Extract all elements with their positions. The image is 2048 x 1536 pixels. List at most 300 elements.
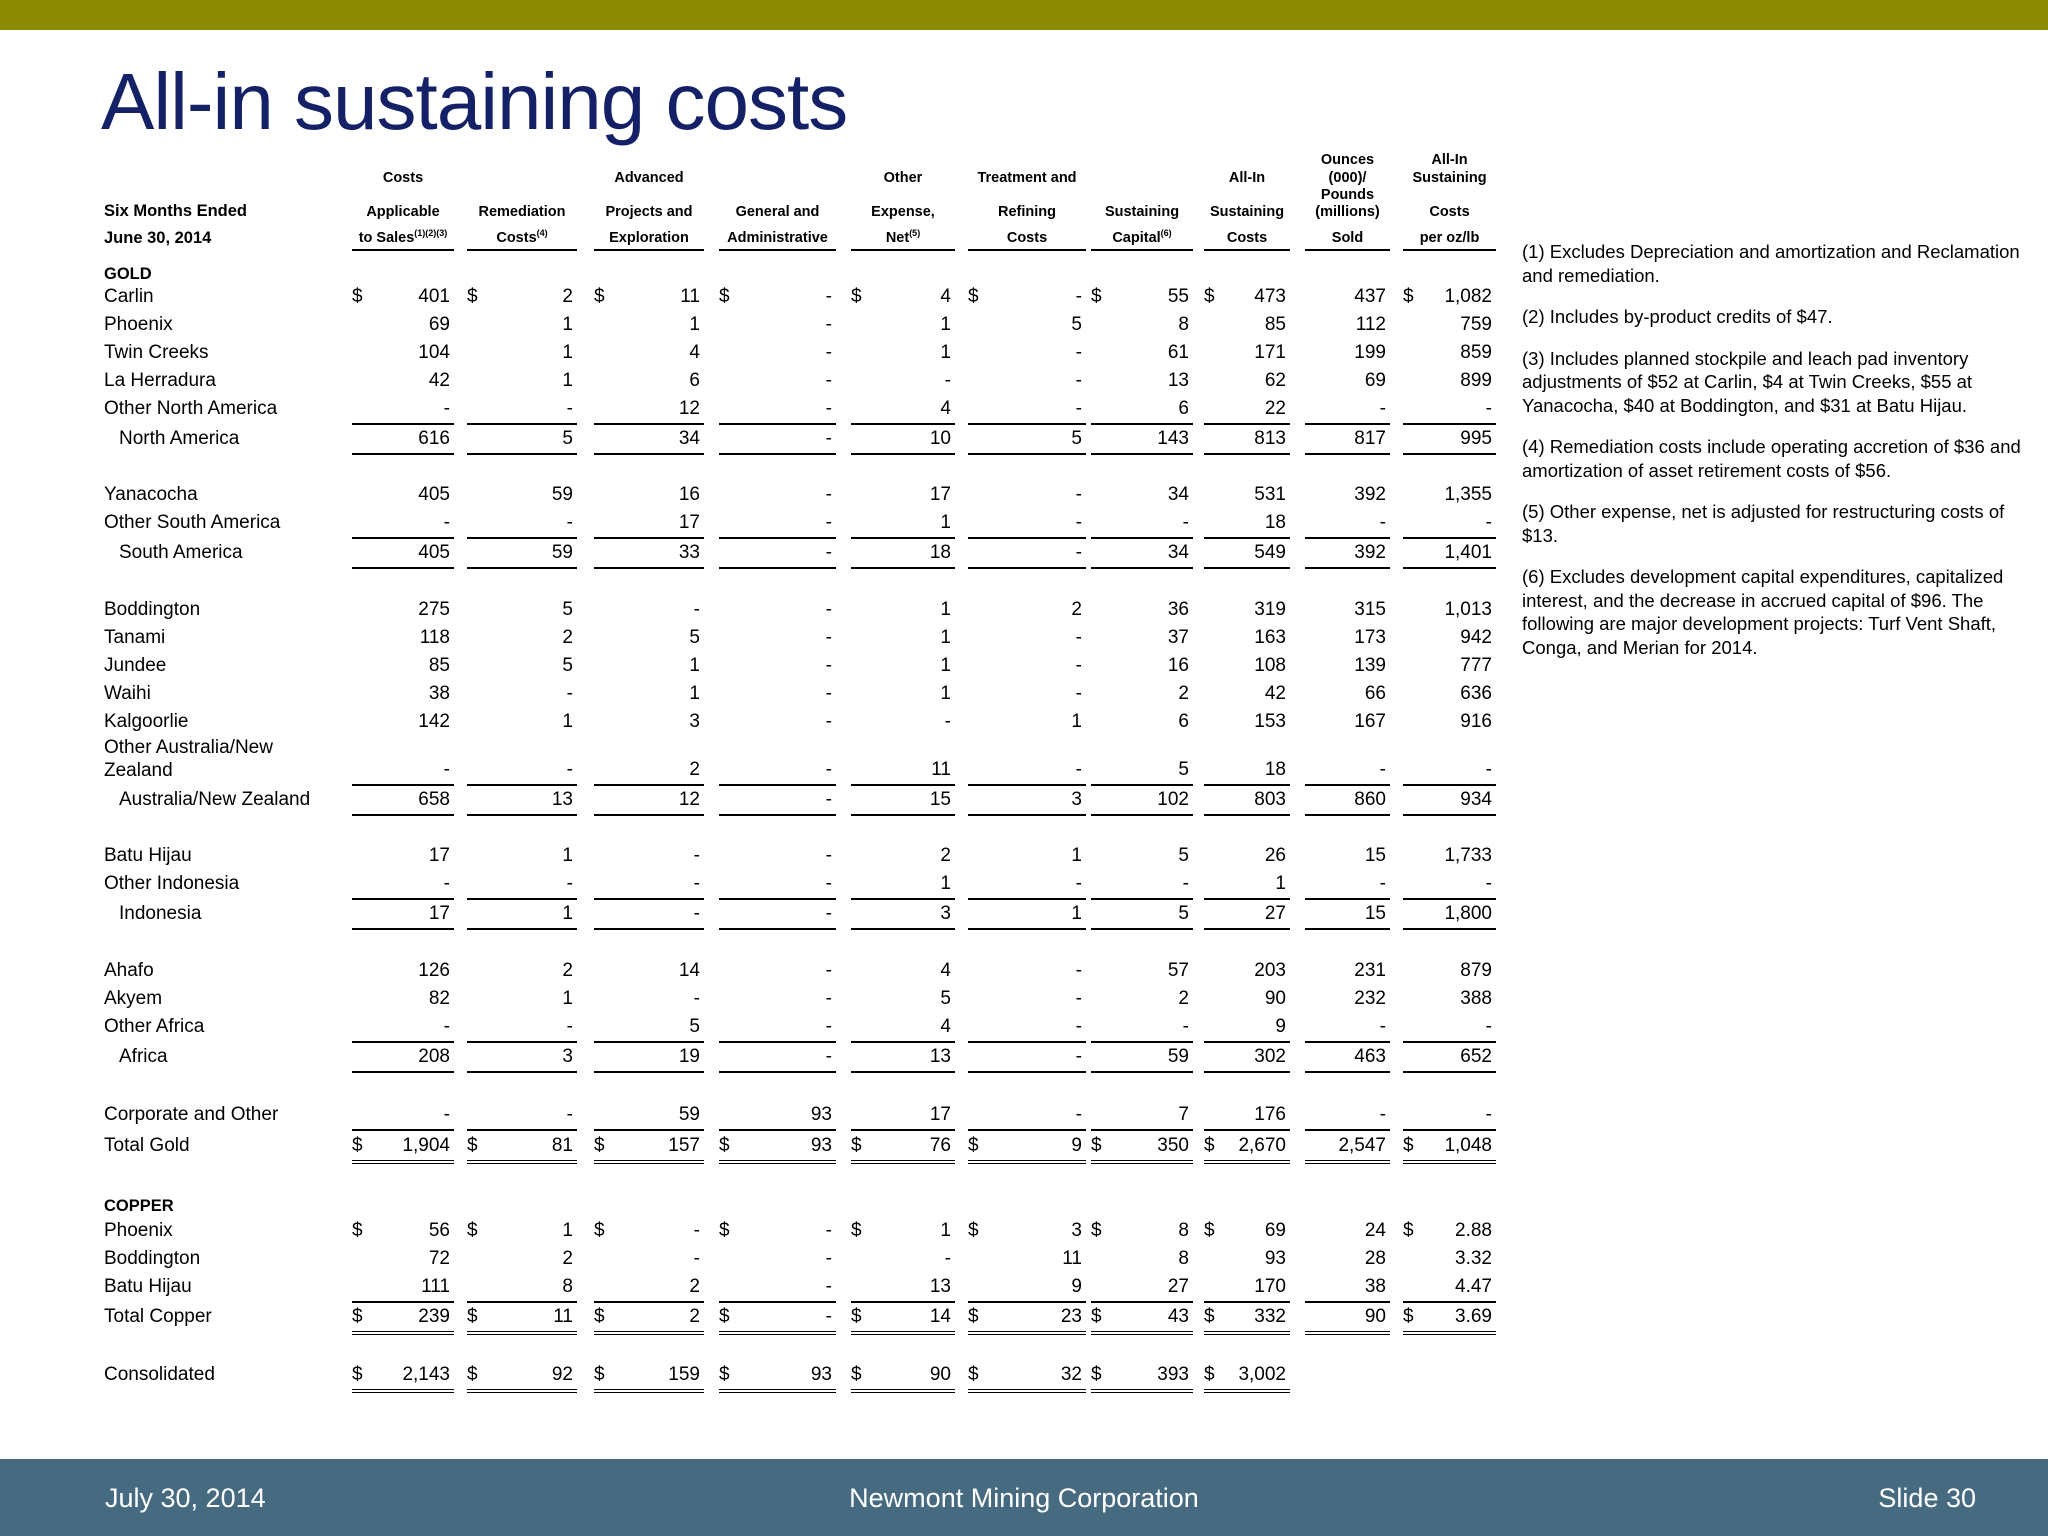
cell-value: 66 (1364, 683, 1386, 704)
table-cell (719, 398, 836, 425)
table-cell (968, 627, 1086, 652)
cell-value: 5 (562, 655, 573, 676)
cell-value: 2 (562, 960, 573, 981)
cell-value: - (825, 542, 832, 563)
table-cell (352, 1104, 454, 1131)
cell-value: 142 (418, 711, 450, 732)
table-cell (968, 599, 1086, 624)
cell-value: - (693, 988, 700, 1009)
table-cell (1403, 512, 1496, 539)
row-label: Consolidated (104, 1364, 215, 1385)
cell-value: 2.88 (1455, 1220, 1492, 1241)
cell-value: - (825, 512, 832, 533)
column-header-3-line1: Advanced (614, 170, 684, 186)
table-row (0, 1276, 1500, 1300)
cell-value: - (566, 1104, 573, 1125)
cell-value: - (825, 286, 832, 307)
cell-value: 239 (418, 1306, 450, 1327)
currency-symbol: $ (1091, 1306, 1102, 1327)
table-cell (352, 759, 454, 786)
table-cell (719, 542, 836, 569)
column-header-1-line4: to Sales$^{(1)(2)(3)}$ (358, 228, 448, 246)
cell-value: 17 (929, 484, 951, 505)
table-cell (1091, 988, 1193, 1013)
table-cell (719, 1046, 836, 1073)
cell-value: 916 (1460, 711, 1492, 732)
cell-value: - (1075, 960, 1082, 981)
footer-company: Newmont Mining Corporation (849, 1483, 1199, 1513)
row-label: Corporate and Other (104, 1104, 279, 1125)
table-cell (968, 542, 1086, 569)
table-cell (1403, 398, 1496, 425)
table-cell (1204, 873, 1290, 900)
currency-symbol: $ (594, 286, 605, 307)
table-cell (594, 789, 704, 816)
cell-value: 167 (1354, 711, 1386, 732)
table-cell (352, 1046, 454, 1073)
table-cell (1204, 759, 1290, 786)
table-cell (719, 873, 836, 900)
table-cell (594, 286, 704, 311)
cell-value: - (1075, 1016, 1082, 1037)
cell-value: 405 (418, 484, 450, 505)
table-row (0, 484, 1500, 508)
column-header-7-line3: Sustaining (1104, 204, 1180, 220)
cell-value: 232 (1354, 988, 1386, 1009)
cell-value: 393 (1157, 1364, 1189, 1385)
table-cell (1091, 398, 1193, 425)
cell-value: - (1379, 1016, 1386, 1037)
cell-value: - (443, 398, 450, 419)
table-cell (719, 1135, 836, 1164)
cell-value: 38 (428, 683, 450, 704)
cell-value: 3 (1071, 1220, 1082, 1241)
cell-value: 13 (551, 789, 573, 810)
cell-value: 37 (1167, 627, 1189, 648)
table-cell (467, 960, 577, 985)
table-cell (1403, 1220, 1496, 1245)
cell-value: 1 (940, 1220, 951, 1241)
cell-value: 531 (1254, 484, 1286, 505)
row-label: Boddington (104, 1248, 201, 1269)
cell-value: 2,143 (402, 1364, 450, 1385)
currency-symbol: $ (968, 1306, 979, 1327)
cell-value: 1 (940, 512, 951, 533)
table-cell (594, 1220, 704, 1245)
column-header-9-line3: (millions) (1315, 204, 1380, 220)
column-header-footnote-ref: (5) (909, 228, 921, 239)
table-cell (1305, 398, 1390, 425)
column-header-underline (968, 249, 1086, 251)
table-cell (851, 1046, 955, 1073)
cell-value: 8 (1178, 314, 1189, 335)
cell-value: 1 (689, 655, 700, 676)
cell-value: - (693, 903, 700, 924)
table-cell (851, 789, 955, 816)
currency-symbol: $ (352, 286, 363, 307)
cell-value: 1 (940, 342, 951, 363)
column-header-9-line1: (000)/ (1328, 170, 1367, 186)
table-cell (352, 1220, 454, 1245)
table-cell (1091, 484, 1193, 509)
row-label: Batu Hijau (104, 845, 192, 866)
cell-value: 5 (1071, 314, 1082, 335)
column-header-underline (1204, 249, 1290, 251)
currency-symbol: $ (968, 1220, 979, 1241)
table-cell (1305, 789, 1390, 816)
table-cell (594, 1046, 704, 1073)
table-cell (1091, 1016, 1193, 1043)
table-cell (1305, 845, 1390, 870)
table-cell (851, 683, 955, 708)
cell-value: 1 (940, 655, 951, 676)
table-cell (352, 711, 454, 736)
table-cell (467, 1016, 577, 1043)
column-header-4-line3: General and (735, 204, 820, 220)
table-cell (352, 873, 454, 900)
table-cell (594, 484, 704, 509)
row-label: Twin Creeks (104, 342, 209, 363)
cell-value: - (1075, 370, 1082, 391)
cell-value: 315 (1354, 599, 1386, 620)
cell-value: - (443, 1104, 450, 1125)
table-cell (851, 1104, 955, 1131)
cell-value: 10 (929, 428, 951, 449)
cell-value: 6 (1178, 711, 1189, 732)
table-cell (1091, 627, 1193, 652)
table-cell (851, 1306, 955, 1335)
column-header-1-line3: Applicable (366, 204, 440, 220)
table-cell (851, 484, 955, 509)
currency-symbol: $ (352, 1220, 363, 1241)
currency-symbol: $ (968, 1364, 979, 1385)
table-cell (851, 655, 955, 680)
cell-value: 82 (428, 988, 450, 1009)
cell-value: - (825, 342, 832, 363)
table-cell (352, 845, 454, 870)
currency-symbol: $ (1403, 1306, 1414, 1327)
column-header-underline (352, 249, 454, 251)
cell-value: 860 (1354, 789, 1386, 810)
table-cell (1305, 873, 1390, 900)
column-header-footnote-ref: (6) (1160, 228, 1172, 239)
table-cell (1091, 1220, 1193, 1245)
table-cell (594, 1016, 704, 1043)
table-cell (1091, 873, 1193, 900)
table-cell (1204, 398, 1290, 425)
cell-value: 1 (689, 314, 700, 335)
cell-value: - (1485, 1016, 1492, 1037)
column-header-underline (467, 249, 577, 251)
row-label: Carlin (104, 286, 154, 307)
cell-value: - (1379, 398, 1386, 419)
table-row (0, 903, 1500, 927)
cell-value: 8 (1178, 1220, 1189, 1241)
cell-value: 3.69 (1455, 1306, 1492, 1327)
table-cell (594, 759, 704, 786)
table-cell (594, 1306, 704, 1335)
cell-value: - (1075, 342, 1082, 363)
table-cell (1403, 286, 1496, 311)
cell-value: 332 (1254, 1306, 1286, 1327)
table-row (0, 398, 1500, 422)
table-cell (719, 1220, 836, 1245)
table-cell (851, 960, 955, 985)
cell-value: 1,013 (1444, 599, 1492, 620)
cell-value: 16 (678, 484, 700, 505)
cell-value: 4 (689, 342, 700, 363)
cell-value: 111 (421, 1276, 450, 1297)
cell-value: 17 (929, 1104, 951, 1125)
table-cell (1204, 484, 1290, 509)
row-label: Batu Hijau (104, 1276, 192, 1297)
cell-value: 7 (1178, 1104, 1189, 1125)
cell-value: - (1075, 1104, 1082, 1125)
table-cell (467, 627, 577, 652)
currency-symbol: $ (851, 1364, 862, 1385)
table-cell (352, 1364, 454, 1393)
currency-symbol: $ (352, 1135, 363, 1156)
page-title: All-in sustaining costs (101, 57, 848, 146)
table-cell (594, 988, 704, 1013)
column-header-4-line4: Administrative (727, 230, 828, 246)
cell-value: 55 (1167, 286, 1189, 307)
period-label-line2: June 30, 2014 (104, 229, 212, 247)
cell-value: 1 (940, 599, 951, 620)
table-cell (352, 314, 454, 339)
column-header-10-line3: Costs (1429, 204, 1470, 220)
cell-value: 319 (1254, 599, 1286, 620)
row-label: Ahafo (104, 960, 154, 981)
table-cell (968, 314, 1086, 339)
cell-value: - (1379, 759, 1386, 780)
cell-value: 27 (1167, 1276, 1189, 1297)
cell-value: - (566, 512, 573, 533)
table-cell (851, 286, 955, 311)
table-cell (1091, 512, 1193, 539)
cell-value: 59 (551, 484, 573, 505)
cell-value: 81 (551, 1135, 573, 1156)
table-cell (467, 988, 577, 1013)
table-cell (1204, 1135, 1290, 1164)
currency-symbol: $ (1403, 286, 1414, 307)
cell-value: - (693, 599, 700, 620)
cell-value: 27 (1264, 903, 1286, 924)
table-cell (352, 903, 454, 930)
table-cell (851, 342, 955, 367)
column-header-underline (1305, 249, 1390, 251)
cell-value: 3,002 (1238, 1364, 1286, 1385)
table-cell (594, 512, 704, 539)
table-cell (467, 428, 577, 455)
cell-value: 759 (1460, 314, 1492, 335)
cell-value: 24 (1364, 1220, 1386, 1241)
cell-value: 463 (1354, 1046, 1386, 1067)
cell-value: - (825, 988, 832, 1009)
table-row (0, 599, 1500, 623)
table-cell (1403, 1016, 1496, 1043)
table-cell (1403, 988, 1496, 1013)
cell-value: 43 (1167, 1306, 1189, 1327)
table-cell (352, 1135, 454, 1164)
table-row (0, 428, 1500, 452)
cell-value: - (1182, 512, 1189, 533)
table-cell (1091, 759, 1193, 786)
table-row (0, 737, 1500, 783)
cell-value: - (1379, 873, 1386, 894)
cell-value: 17 (678, 512, 700, 533)
cell-value: 1 (562, 711, 573, 732)
cell-value: 995 (1460, 428, 1492, 449)
cell-value: 62 (1264, 370, 1286, 391)
table-cell (1305, 342, 1390, 367)
row-label (104, 736, 273, 782)
cell-value: 616 (418, 428, 450, 449)
cell-value: 23 (1060, 1306, 1082, 1327)
table-cell (851, 542, 955, 569)
cell-value: 76 (929, 1135, 951, 1156)
cell-value: - (1182, 873, 1189, 894)
cell-value: 5 (1178, 759, 1189, 780)
cell-value: - (1075, 627, 1082, 648)
table-row (0, 1016, 1500, 1040)
table-cell (467, 789, 577, 816)
cell-value: 1,800 (1444, 903, 1492, 924)
section-heading-row (0, 263, 1500, 287)
table-cell (352, 342, 454, 367)
column-header-10-line4: per oz/lb (1419, 230, 1480, 246)
cell-value: 90 (929, 1364, 951, 1385)
table-cell (1204, 627, 1290, 652)
currency-symbol: $ (719, 1364, 730, 1385)
table-cell (1091, 960, 1193, 985)
currency-symbol: $ (467, 286, 478, 307)
table-cell (352, 627, 454, 652)
column-header-5-line3: Expense, (871, 204, 935, 220)
table-cell (594, 542, 704, 569)
table-row (0, 512, 1500, 536)
table-cell (467, 599, 577, 624)
table-cell (719, 370, 836, 395)
cell-value: - (566, 683, 573, 704)
table-cell (968, 655, 1086, 680)
table-cell (352, 988, 454, 1013)
table-cell (1305, 484, 1390, 509)
cell-value: 199 (1354, 342, 1386, 363)
cell-value: - (1075, 484, 1082, 505)
currency-symbol: $ (719, 286, 730, 307)
cell-value: 153 (1254, 711, 1286, 732)
cell-value: 942 (1460, 627, 1492, 648)
table-cell (968, 789, 1086, 816)
cell-value: 302 (1254, 1046, 1286, 1067)
footer-date: July 30, 2014 (105, 1483, 266, 1513)
cell-value: - (566, 759, 573, 780)
row-label: Phoenix (104, 314, 173, 335)
cell-value: 9 (1275, 1016, 1286, 1037)
cell-value: 3 (562, 1046, 573, 1067)
currency-symbol: $ (719, 1135, 730, 1156)
table-row (0, 845, 1500, 869)
column-header-underline (719, 249, 836, 251)
cell-value: 16 (1167, 655, 1189, 676)
cell-value: - (1075, 683, 1082, 704)
table-cell (1403, 655, 1496, 680)
column-header-footnote-ref: (1)(2)(3) (414, 228, 448, 239)
table-cell (1091, 683, 1193, 708)
cell-value: 859 (1460, 342, 1492, 363)
table-cell (968, 1135, 1086, 1164)
cell-value: - (1075, 398, 1082, 419)
column-header-underline (1091, 249, 1193, 251)
currency-symbol: $ (851, 286, 862, 307)
cell-value: - (443, 1016, 450, 1037)
cell-value: 1,082 (1444, 286, 1492, 307)
table-cell (467, 342, 577, 367)
cell-value: - (825, 789, 832, 810)
table-row (0, 1104, 1500, 1128)
table-cell (719, 960, 836, 985)
cell-value: - (825, 1276, 832, 1297)
table-cell (1204, 1248, 1290, 1273)
table-cell (1305, 960, 1390, 985)
table-cell (352, 1306, 454, 1335)
cell-value: 42 (1264, 683, 1286, 704)
table-cell (352, 1248, 454, 1273)
cell-value: 437 (1354, 286, 1386, 307)
table-cell (1305, 314, 1390, 339)
table-cell (851, 759, 955, 786)
table-cell (1305, 512, 1390, 539)
table-cell (352, 542, 454, 569)
table-cell (1204, 711, 1290, 736)
cell-value: 11 (1062, 1248, 1082, 1269)
table-row (0, 1306, 1500, 1330)
cell-value: 3.32 (1455, 1248, 1492, 1269)
cell-value: - (825, 845, 832, 866)
column-header-9-line0: Ounces (1320, 152, 1375, 168)
cell-value: - (825, 903, 832, 924)
table-cell (851, 1016, 955, 1043)
column-header-underline (594, 249, 704, 251)
row-label: Africa (119, 1046, 168, 1067)
cell-value: 93 (810, 1364, 832, 1385)
cell-value: 90 (1264, 988, 1286, 1009)
cell-value: 1 (562, 314, 573, 335)
table-cell (851, 428, 955, 455)
table-cell (594, 1364, 704, 1393)
table-cell (594, 960, 704, 985)
currency-symbol: $ (1091, 1220, 1102, 1241)
section-heading-row (0, 1195, 1500, 1219)
cell-value: - (825, 398, 832, 419)
table-cell (467, 759, 577, 786)
cell-value: 392 (1354, 484, 1386, 505)
row-label: Phoenix (104, 1220, 173, 1241)
table-cell (1204, 512, 1290, 539)
cell-value: 1 (940, 683, 951, 704)
cell-value: - (825, 484, 832, 505)
currency-symbol: $ (851, 1220, 862, 1241)
cell-value: - (825, 655, 832, 676)
cell-value: 85 (428, 655, 450, 676)
table-cell (1403, 759, 1496, 786)
table-cell (1305, 1046, 1390, 1073)
table-cell (719, 988, 836, 1013)
table-cell (851, 512, 955, 539)
footer-slide-number: Slide 30 (1878, 1483, 1976, 1513)
table-cell (467, 512, 577, 539)
